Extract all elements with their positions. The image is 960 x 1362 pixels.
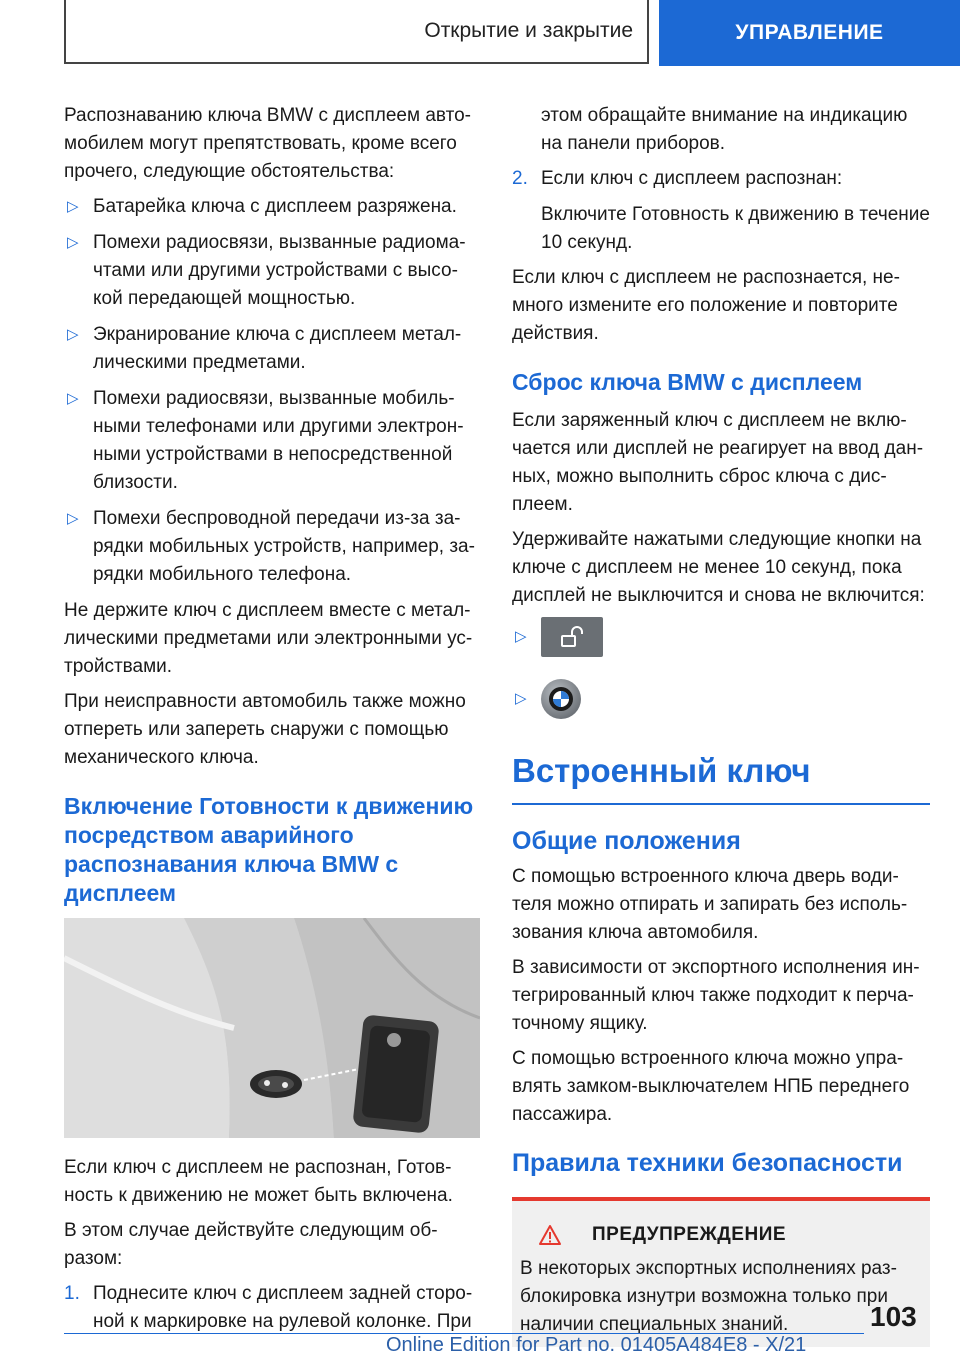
step-number: 2. [512, 168, 528, 189]
footer-edition: Online Edition for Part no. 01405A484E8 - X/21 [386, 1334, 807, 1356]
list-item-text: Экранирование ключа с дисплеем металлическими предметами. [93, 324, 462, 373]
steps-list [64, 1280, 480, 1336]
page-number: 103 [870, 1301, 917, 1332]
reset-paragraph-1: Если заряженный ключ с дисплеем не включается или дисплей не реагирует на ввод данных, можно выполнить сброс ключа с дисплеем. [512, 410, 924, 515]
obstacles-list [64, 193, 480, 589]
general-paragraph-2: В зависимости от экспортного исполнения интегрированный ключ также подходит к перчаточному ящику. [512, 957, 920, 1034]
list-item-text: Батарейка ключа с дисплеем разряжена. [93, 196, 457, 217]
list-item [64, 385, 480, 497]
triangle-bullet-icon: ▷ [67, 198, 79, 215]
unlock-button-icon [541, 617, 603, 657]
bmw-logo-button-icon [541, 679, 581, 719]
general-heading: Общие положения [512, 827, 741, 855]
warning-title: ПРЕДУПРЕЖДЕНИЕ [592, 1224, 787, 1245]
step-text: Поднесите ключ с дисплеем задней стороной к маркировке на рулевой колонке. При [93, 1283, 473, 1332]
list-item [64, 505, 480, 589]
reset-key-heading: Сброс ключа BMW с дисплеем [512, 369, 863, 395]
bmw-button-row [512, 679, 930, 729]
intro-paragraph: Распознаванию ключа BMW с дисплеем автомобилем могут препятствовать, кроме всего прочего, следующие обстоятельства: [64, 105, 471, 182]
triangle-bullet-icon: ▷ [67, 390, 79, 407]
not-recognized-paragraph: Если ключ с дисплеем не распознан, Готовность к движению не может быть включена. [64, 1157, 453, 1206]
list-item-text: Помехи радиосвязи, вызванные радиомачтами или другими устройствами с высокой передающей мощностью. [93, 232, 466, 309]
list-item-text: Помехи радиосвязи, вызванные мобильными телефонами или другими электронными устройствами в непосредственной близости. [93, 388, 464, 493]
step-subtext: Включите Готовность к движению в течение 10 секунд. [541, 204, 930, 253]
reset-paragraph-2: Удерживайте нажатыми следующие кнопки на ключе с дисплеем не менее 10 секунд, пока дисплей не выключится и снова не включится: [512, 529, 925, 606]
step-item [512, 165, 930, 193]
warning-triangle-icon [520, 1224, 580, 1246]
metal-warning-paragraph: Не держите ключ с дисплеем вместе с металлическими предметами или электронными устройствами. [64, 600, 473, 677]
general-paragraph-1: С помощью встроенного ключа дверь водителя можно отпирать и запирать без использования ключа автомобиля. [512, 866, 908, 943]
triangle-bullet-icon: ▷ [515, 690, 527, 707]
unlock-button-row [512, 617, 930, 667]
right-column [512, 102, 930, 1347]
step-continuation: этом обращайте внимание на индикацию на панели приборов. [541, 105, 908, 154]
reposition-paragraph: Если ключ с дисплеем не распознается, немного измените его положение и повторите действия. [512, 267, 900, 344]
header-chapter-title: УПРАВЛЕНИЕ [735, 21, 884, 44]
safety-heading: Правила техники безопасности [512, 1149, 903, 1177]
key-marking-illustration [64, 918, 480, 1138]
header-section-title: Открытие и закрытие [424, 19, 633, 42]
header-section-tab [64, 0, 649, 64]
warning-title-row [520, 1221, 920, 1249]
warning-box [512, 1197, 930, 1347]
triangle-bullet-icon: ▷ [515, 628, 527, 645]
triangle-bullet-icon: ▷ [67, 234, 79, 251]
warning-text: В некоторых экспортных исполнениях разблокировка изнутри возможна только при наличии специальных знаний. [520, 1258, 897, 1335]
steps-list-continued [512, 165, 930, 193]
step-number: 1. [64, 1283, 80, 1304]
list-item-text: Помехи беспроводной передачи из-за зарядки мобильных устройств, например, зарядки мобильного телефона. [93, 508, 475, 585]
general-paragraph-3: С помощью встроенного ключа можно управлять замком-выключателем НПБ переднего пассажира. [512, 1048, 910, 1125]
list-item [64, 229, 480, 313]
do-as-follows-paragraph: В этом случае действуйте следующим образом: [64, 1220, 438, 1269]
triangle-bullet-icon: ▷ [67, 326, 79, 343]
steering-column-key-photo [64, 918, 480, 1138]
mechanical-key-paragraph: При неисправности автомобиль также можно отпереть или запереть снаружи с помощью механического ключа. [64, 691, 466, 768]
header-chapter-tab [659, 0, 960, 66]
list-item [64, 321, 480, 377]
step-text: Если ключ с дисплеем распознан: [541, 168, 843, 189]
triangle-bullet-icon: ▷ [67, 510, 79, 527]
emergency-recognition-heading: Включение Готовности к движению посредством аварийного распознавания ключа BMW с дисплеем [64, 793, 474, 906]
builtin-key-heading: Встроенный ключ [512, 751, 930, 805]
left-column [64, 102, 480, 1344]
list-item [64, 193, 480, 221]
step-item [64, 1280, 480, 1336]
